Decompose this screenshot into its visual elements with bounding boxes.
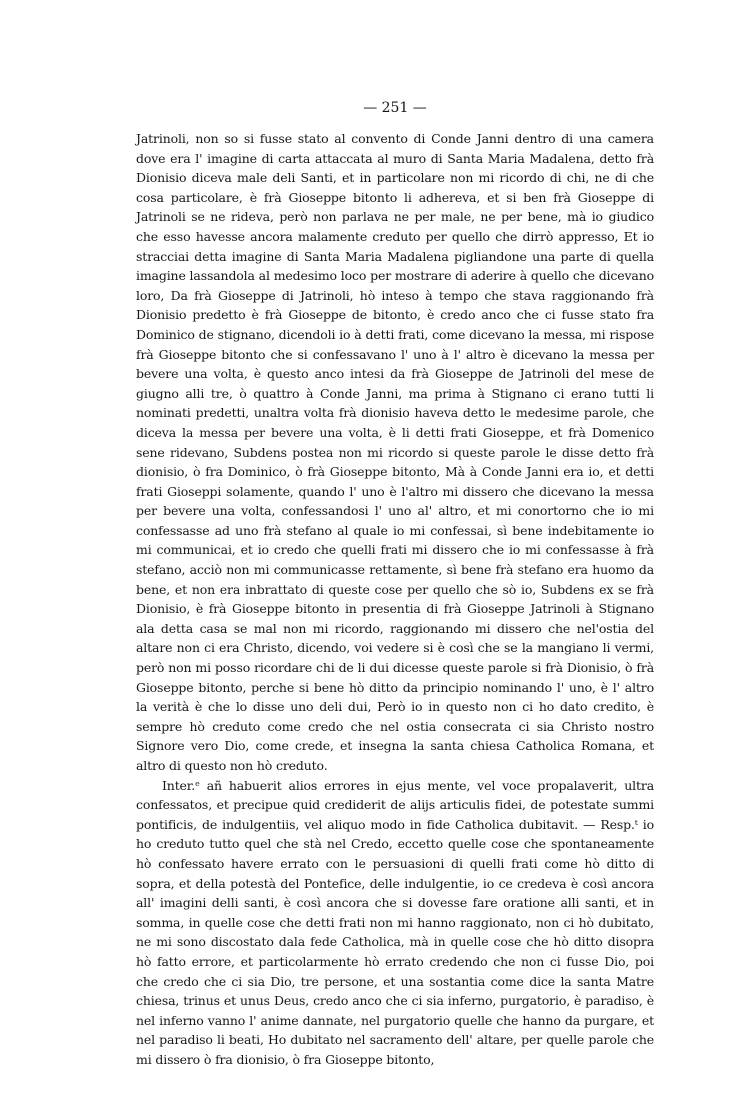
paragraph-interrogation: Inter.ᵉ añ habuerit alios errores in ejus mente, vel voce propalaverit, ultra confessatos, et precipue quid crediderit de alijs articulis fidei, de potestate summi pontificis, de indulgentiis, vel aliquo modo in fide Catholica dubitavit. — Resp.ᵗ io ho creduto tutto quel che stà nel Credo, eccetto quelle cose che spontaneamente hò confessato havere errato con le persuasioni di quelli frati come hò ditto di sopra, et della potestà del Pontefice, delle indulgentie, io ce credeva è così ancora all' imagini delli santi, è così ancora che si dovesse fare oratione alli santi, et in somma, in quelle cose che detti frati non mi hanno raggionato, non ci hò dubitato, ne mi sono discostato dala fede Catholica, mà in quelle cose che hò ditto disopra hò fatto errore, et particolarmente hò errato credendo che non ci fusse Dio, poi che credo che ci sia Dio, tre persone, et una sostantia come dice la santa Matre chiesa, trinus et unus Deus, credo anco che ci sia inferno, purgatorio, è paradiso, è nel inferno vanno l' anime dannate, nel purgatorio quelle che hanno da purgare, et nel paradiso li beati, Ho dubitato nel sacramento dell' altare, per quelle parole che mi dissero ò fra dionisio, ò fra Gioseppe bitonto, [136,777,654,1067]
document-page [136,98,654,1070]
page-number: — 251 — [363,100,427,116]
paragraph-deposition: Jatrinoli, non so si fusse stato al convento di Conde Janni dentro di una camera dove era l' imagine di carta attaccata al muro di Santa Maria Madalena, detto frà Dionisio diceva male deli Santi, et in particolare non mi ricordo di chi, ne di che cosa particolare, è frà Gioseppe bitonto li adhereva, et si ben frà Gioseppe di Jatrinoli se ne rideva, però non parlava ne per male, ne per bene, mà io giudico che esso havesse ancora malamente creduto per quello che dirrò appresso, Et io stracciai detta imagine di Santa Maria Madalena pigliandone una parte di quella imagine lassandola al medesimo loco per mostrare di aderire à quello che dicevano loro, Da frà Gioseppe di Jatrinoli, hò inteso à tempo che stava raggionando frà Dionisio predetto è frà Gioseppe de bitonto, è credo anco che ci fusse stato fra Dominico de stignano, dicendoli io à detti frati, come dicevano la messa, mi rispose frà Gioseppe bitonto che si confessavano l' uno à l' altro è dicevano la messa per bevere una volta, è questo anco intesi da frà Gioseppe de Jatrinoli del mese de giugno alli tre, ò quattro à Conde Janni, ma prima à Stignano ci erano tutti li nominati predetti, unaltra volta frà dionisio haveva detto le medesime parole, che diceva la messa per bevere una volta, è li detti frati Gioseppe, et frà Domenico sene ridevano, Subdens postea non mi ricordo si queste parole le disse detto frà dionisio, ò fra Dominico, ò frà Gioseppe bitonto, Mà à Conde Janni era io, et detti frati Gioseppi solamente, quando l' uno è l'altro mi dissero che dicevano la messa per bevere una volta, confessandosi l' uno al' altro, et mi conortorno che io mi confessasse ad uno frà stefano al quale io mi confessai, sì bene indebitamente io mi communicai, et io credo che quelli frati mi dissero che io mi confessasse à frà stefano, acciò non mi communicasse rettamente, sì bene frà stefano era huomo da bene, et non era inbrattato di queste cose per quello che sò io, Subdens ex se frà Dionisio, è frà Gioseppe bitonto in presentia di frà Gioseppe Jatrinoli à Stignano ala detta casa se mal non mi ricordo, raggionando mi dissero che nel'ostia del altare non ci era Christo, dicendo, voi vedere si è così che se la mangiano li vermi, però non mi posso ricordare chi de li dui dicesse queste parole si frà Dionisio, ò frà Gioseppe bitonto, perche si bene hò ditto da principio nominando l' uno, è l' altro la verità è che lo disse uno deli dui, Però io in questo non ci ho dato credito, è sempre hò creduto come credo che nel ostia consecrata ci sia Christo nostro Signore vero Dio, come crede, et insegna la santa chiesa Catholica Romana, et altro di questo non hò creduto. [136,131,654,773]
